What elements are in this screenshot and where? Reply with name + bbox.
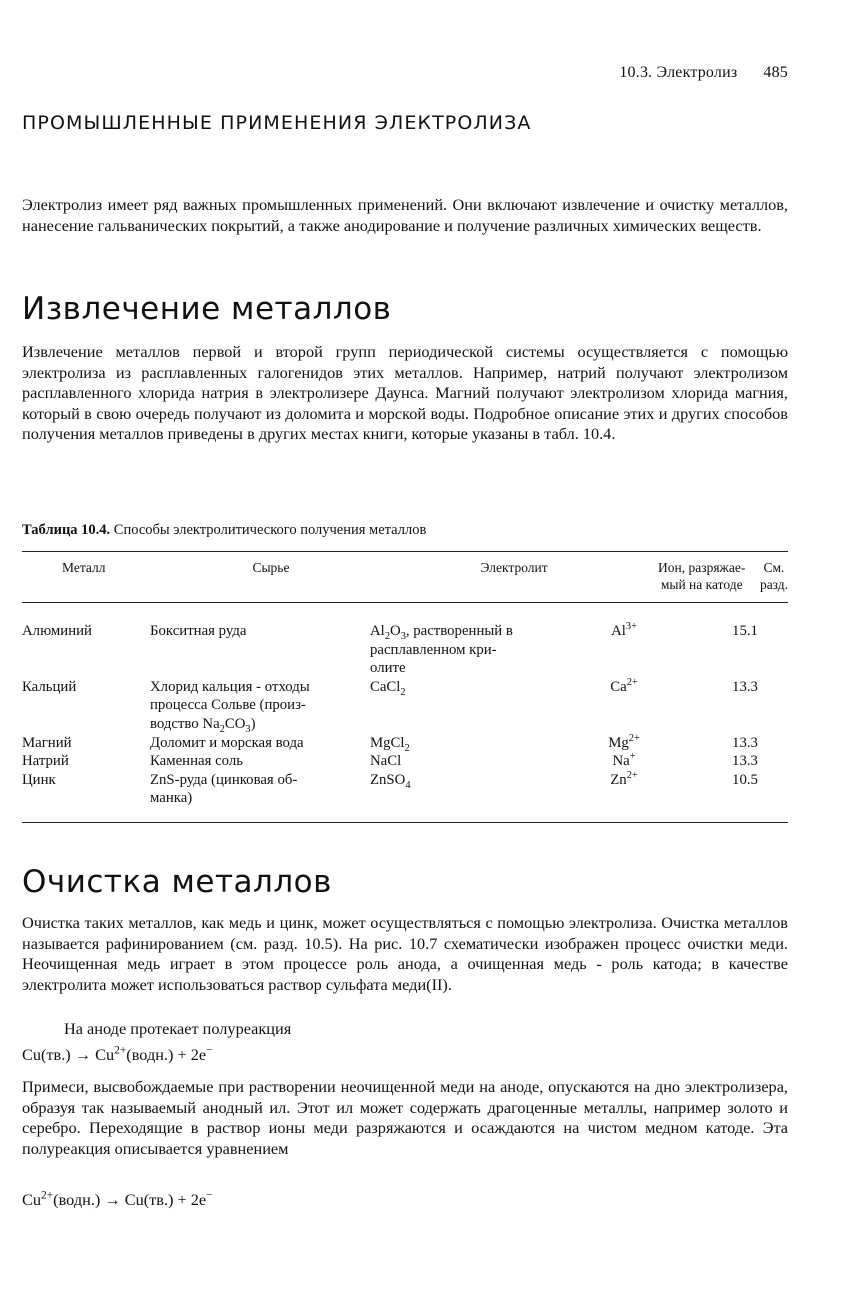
col-header-ion <box>643 559 759 593</box>
intro-paragraph: Электролиз имеет ряд важных промышленных применений. Они включают извлечение и очистку металлов, нанесение гальванических покрытий, а также анодирование и получение различных химических веществ. <box>22 195 788 235</box>
cell-ion: Na+ <box>612 751 636 770</box>
cell-ion: $Al^{3+}$ <box>611 621 637 639</box>
cell-metal: Кальций <box>22 678 77 695</box>
col-header-metal: Металл <box>62 560 106 575</box>
table-row <box>22 678 788 734</box>
col-header-raw: Сырье <box>252 560 290 575</box>
col-header-electrolyte: Электролит <box>480 560 548 575</box>
col-header-ref: См. разд. <box>759 560 789 592</box>
table-row <box>22 752 788 771</box>
cell-electrolyte: $Al_2O_3$, растворенный в расплавленном кри- олите <box>370 623 513 677</box>
table-header-row <box>22 559 788 593</box>
table-top-rule <box>22 551 788 552</box>
caps-heading: ПРОМЫШЛЕННЫЕ ПРИМЕНЕНИЯ ЭЛЕКТРОЛИЗА <box>22 112 532 134</box>
col-header-ion-line1: Ион, разряжае- <box>658 560 746 575</box>
cell-raw: Хлорид кальция - отходы процесса Сольве (произ- водство $Na_2CO_3$) <box>150 678 310 735</box>
running-header <box>619 64 788 82</box>
cell-metal: Алюминий <box>22 623 92 639</box>
cell-electrolyte: MgCl$_2$ <box>370 734 410 754</box>
cell-ion: $Mg^{2+}$ <box>608 732 640 751</box>
cell-metal: Цинк <box>22 771 56 788</box>
cell-metal: Магний <box>22 734 72 751</box>
table-header <box>22 559 788 593</box>
cell-raw: Бокситная руда <box>150 623 247 639</box>
purification-paragraph: Очистка таких металлов, как медь и цинк, может осуществляться с помощью электролиза. Очистка металлов называется рафинированием (см. разд. 10.5). На рис. 10.7 схематически изображен процесс очистки меди. Неочищенная медь играет в этом процессе роль анода, а очищенная медь - роль катода; в качестве электролита может использоваться раствор сульфата меди(II). <box>22 913 788 994</box>
impurities-paragraph: Примеси, высвобождаемые при растворении неочищенной меди на аноде, опускаются на дно электролизера, образуя так называемый анодный ил. Этот ил может содержать драгоценные металлы, например золото и серебро. Переходящие в раствор ионы меди разряжаются и осаждаются на чистом медном катоде. Эта полуреакция описывается уравнением <box>22 1077 788 1158</box>
table-caption-text: Способы электролитического получения металлов <box>110 522 427 538</box>
page <box>22 0 788 1300</box>
cell-ref: 10.5 <box>732 771 758 788</box>
section-title-extraction: Извлечение металлов <box>22 291 392 327</box>
table-row <box>22 734 788 753</box>
page-number: 485 <box>763 64 788 81</box>
cell-ion: $Ca^{2+}$ <box>610 676 638 695</box>
cell-raw: ZnS-руда (цинковая об- манка) <box>150 771 298 807</box>
section-title-purification: Очистка металлов <box>22 864 332 900</box>
table-row <box>22 622 788 678</box>
table-caption <box>22 522 426 539</box>
cell-electrolyte: CaCl$_2$ <box>370 678 406 698</box>
cell-ref: 13.3 <box>732 678 758 695</box>
cell-ref: 13.3 <box>732 734 758 751</box>
table-row <box>22 771 788 808</box>
header-section: 10.3. Электролиз <box>619 64 738 81</box>
cell-ion: $Zn^{2+}$ <box>610 769 638 788</box>
cell-raw: Каменная соль <box>150 753 243 770</box>
cell-metal: Натрий <box>22 753 69 770</box>
table-caption-label: Таблица 10.4. <box>22 522 111 538</box>
anode-intro: На аноде протекает полуреакция <box>64 1019 292 1038</box>
col-header-ion-line2: мый на катоде <box>660 577 743 592</box>
table-header-rule <box>22 602 788 603</box>
extraction-paragraph: Извлечение металлов первой и второй групп периодической системы осуществляется с помощью электролиза из расплавленных галогенидов этих металлов. Например, натрий получают электролизом расплавленного хлорида натрия в электролизере Даунса. Магний получают электролизом хлорида магния, который в свою очередь получают из доломита и морской воды. Подробное описание этих и других способов получения металлов приведены в других местах книги, которые указаны в табл. 10.4. <box>22 342 788 443</box>
cell-ref: 15.1 <box>732 623 758 639</box>
table-body <box>22 622 788 808</box>
cell-raw: Доломит и морская вода <box>150 734 304 751</box>
cell-electrolyte: ZnSO$_4$ <box>370 771 411 791</box>
cell-electrolyte: NaCl <box>370 753 402 770</box>
equation-anode: $Cu(тв.) \to Cu^{2+}(водн.) + 2e^-$ <box>22 1044 213 1064</box>
cell-ref: 13.3 <box>732 753 758 770</box>
table-bottom-rule <box>22 822 788 823</box>
equation-cathode: $Cu^{2+}(водн.) \to Cu(тв.) + 2e^-$ <box>22 1189 213 1209</box>
